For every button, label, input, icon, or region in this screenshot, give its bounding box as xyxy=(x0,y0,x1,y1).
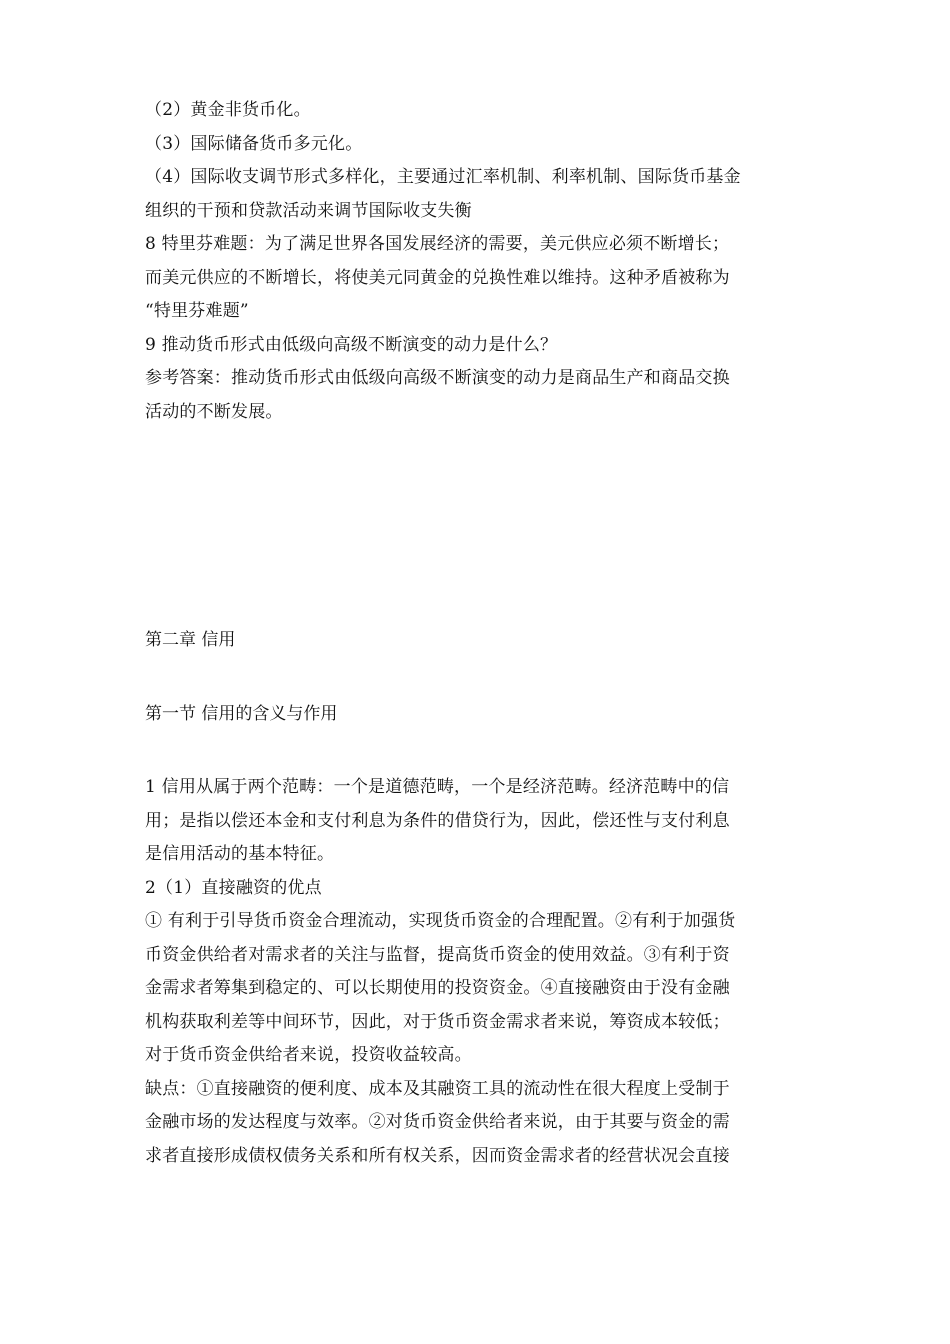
text-line: （4）国际收支调节形式多样化，主要通过汇率机制、利率机制、国际货币基金 xyxy=(145,167,741,187)
text-line: “特里芬难题” xyxy=(145,301,249,321)
text-line: （2）黄金非货币化。 xyxy=(145,100,311,120)
text-line: 用；是指以偿还本金和支付利息为条件的借贷行为，因此，偿还性与支付利息 xyxy=(145,810,730,831)
text-line: 是信用活动的基本特征。 xyxy=(145,844,335,864)
text-line: 组织的干预和贷款活动来调节国际收支失衡 xyxy=(145,200,472,221)
top-section xyxy=(145,94,810,429)
text-line: 求者直接形成债权债务关系和所有权关系，因而资金需求者的经营状况会直接 xyxy=(145,1145,730,1166)
spacer xyxy=(145,658,810,698)
spacer xyxy=(145,731,810,771)
text-line: 而美元供应的不断增长，将使美元同黄金的兑换性难以维持。这种矛盾被称为 xyxy=(145,267,730,288)
text-line: 9 推动货币形式由低级向高级不断演变的动力是什么？ xyxy=(145,334,558,355)
text-line: 2（1）直接融资的优点 xyxy=(145,877,322,898)
document-page xyxy=(145,94,810,1173)
spacer xyxy=(145,429,810,624)
chapter-title: 第二章 信用 xyxy=(145,630,236,650)
text-line: 机构获取利差等中间环节，因此，对于货币资金需求者来说，筹资成本较低； xyxy=(145,1011,730,1032)
text-line: 8 特里芬难题：为了满足世界各国发展经济的需要，美元供应必须不断增长； xyxy=(145,234,730,254)
text-line: 金需求者筹集到稳定的、可以长期使用的投资资金。④直接融资由于没有金融 xyxy=(145,978,730,998)
text-line: 活动的不断发展。 xyxy=(145,401,283,422)
text-line: 参考答案：推动货币形式由低级向高级不断演变的动力是商品生产和商品交换 xyxy=(145,368,730,388)
text-line: 1 信用从属于两个范畴：一个是道德范畴，一个是经济范畴。经济范畴中的信 xyxy=(145,777,730,797)
text-line: 对于货币资金供给者来说，投资收益较高。 xyxy=(145,1045,472,1065)
text-line: 币资金供给者对需求者的关注与监督，提高货币资金的使用效益。③有利于资 xyxy=(145,944,730,965)
text-line: 缺点：①直接融资的便利度、成本及其融资工具的流动性在很大程度上受制于 xyxy=(145,1078,730,1099)
text-line: ① 有利于引导货币资金合理流动，实现货币资金的合理配置。②有利于加强货 xyxy=(145,911,736,931)
text-line: （3）国际储备货币多元化。 xyxy=(145,133,363,154)
section-title: 第一节 信用的含义与作用 xyxy=(145,703,338,724)
text-line: 金融市场的发达程度与效率。②对货币资金供给者来说，由于其要与资金的需 xyxy=(145,1112,730,1132)
body-section xyxy=(145,771,810,1173)
